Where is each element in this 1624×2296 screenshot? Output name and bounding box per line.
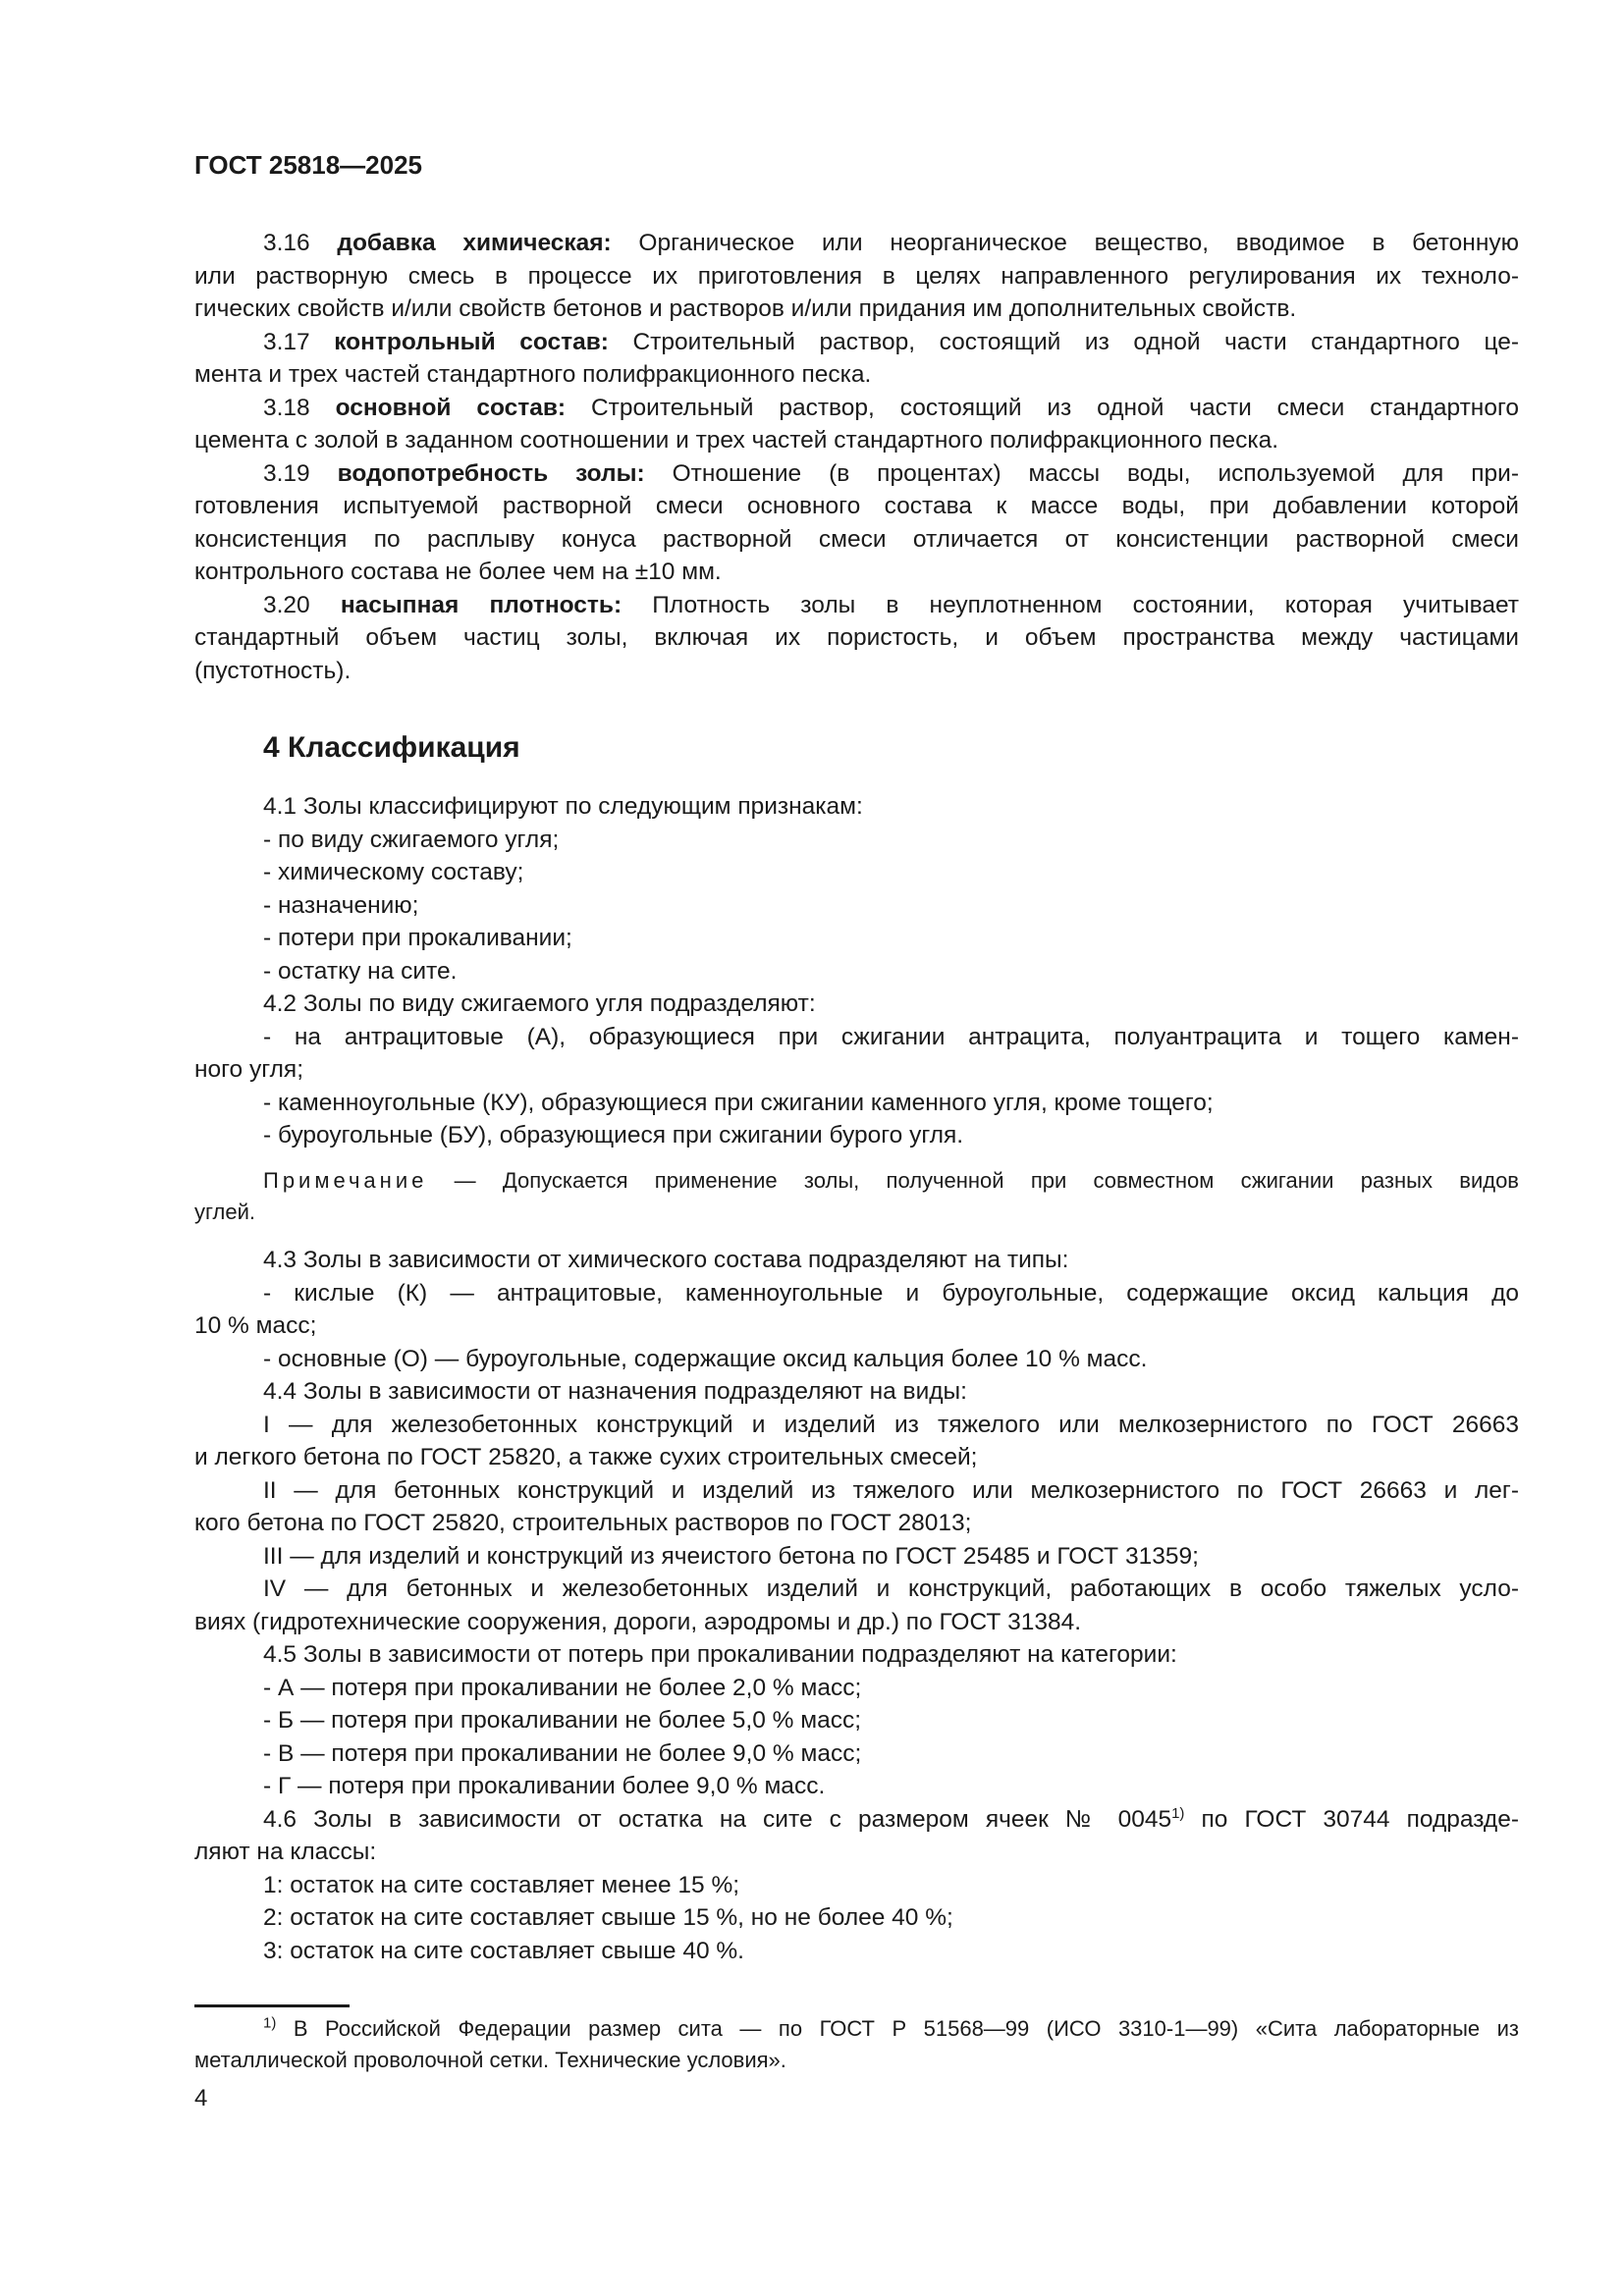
paragraph-line [194,589,1519,622]
paragraph-line [194,326,1519,359]
document-header: ГОСТ 25818—2025 [194,150,422,180]
text: 3.16 [263,230,338,256]
term: насыпная плотность: [340,591,623,618]
paragraph-line: - на антрацитовые (А), образующиеся при сжигании антрацита, полуантрацита и тощего камен- [263,1023,1519,1050]
paragraph-line: - по виду сжигаемого угля; [263,826,560,853]
paragraph-line [194,227,1519,260]
paragraph-line: 4.2 Золы по виду сжигаемого угля подразделяют: [263,990,816,1017]
paragraph-line: или растворную смесь в процессе их приготовления в целях направленного регулирования их техноло- [194,262,1519,290]
section-heading: 4 Классификация [263,731,520,764]
paragraph-line: ного угля; [194,1056,304,1083]
paragraph-line: кого бетона по ГОСТ 25820, строительных растворов по ГОСТ 28013; [194,1510,972,1536]
paragraph-line: 4.1 Золы классифицируют по следующим признакам: [263,793,863,820]
paragraph-line: виях (гидротехнические сооружения, дороги, аэродромы и др.) по ГОСТ 31384. [194,1608,1082,1635]
text: 3.19 [263,459,338,487]
paragraph-line: I — для железобетонных конструкций и изделий из тяжелого или мелкозернистого по ГОСТ 26663 [263,1411,1519,1438]
text: В Российской Федерации размер сита — по ГОСТ Р 51568—99 (ИСО 3310-1—99) «Сита лабораторные из [276,2016,1519,2041]
paragraph-line: - химическому составу; [263,859,524,885]
text: 3.18 [263,394,336,421]
paragraph-line: - назначению; [263,891,419,919]
paragraph-line: - основные (О) — буроугольные, содержащие оксид кальция более 10 % масс. [263,1345,1148,1372]
text: Органическое или неорганическое вещество, вводимое в бетонную [611,230,1519,256]
footnote-ref: 1) [1171,1804,1185,1822]
paragraph-line: - буроугольные (БУ), образующиеся при сжигании бурого угля. [263,1122,964,1148]
paragraph-line: мента и трех частей стандартного полифракционного песка. [194,361,872,388]
paragraph-line: стандартный объем частиц золы, включая их пористость, и объем пространства между частицами [194,624,1519,651]
paragraph-line: 4.3 Золы в зависимости от химического состава подразделяют на типы: [263,1247,1069,1273]
paragraph-line: консистенция по расплыву конуса растворной смеси отличается от консистенции растворной смеси [194,525,1519,553]
definitions-3-16-3-20 [194,227,1519,687]
paragraph-line: 4.5 Золы в зависимости от потерь при прокаливании подразделяют на категории: [263,1641,1177,1668]
text: 3.17 [263,328,335,355]
paragraph-line: 2: остаток на сите составляет свыше 15 %, но не более 40 %; [263,1904,953,1931]
paragraph-line: - Г — потеря при прокаливании более 9,0 % масс. [263,1773,826,1799]
paragraph-line: - А — потеря при прокаливании не более 2,0 % масс; [263,1674,862,1701]
footnote-divider [194,2004,350,2007]
paragraph-line [194,392,1519,425]
paragraph-line: - В — потеря при прокаливании не более 9,0 % масс; [263,1739,862,1767]
classification-4-1-4-2 [194,790,1519,1152]
term: основной состав: [335,394,567,421]
paragraph-line: готовления испытуемой растворной смеси основного состава к массе воды, при добавлении которой [194,493,1519,519]
paragraph-line: - потери при прокаливании; [263,925,572,951]
paragraph-line: IV — для бетонных и железобетонных изделий и конструкций, работающих в особо тяжелых усло- [263,1575,1519,1602]
paragraph-line: 10 % масс; [194,1312,317,1339]
note-label: Примечание [263,1168,428,1193]
text: Строительный раствор, состоящий из одной части стандартного це- [608,328,1520,355]
footnote-ref: 1) [263,2014,277,2032]
text: Строительный раствор, состоящий из одной части смеси стандартного [566,394,1519,421]
paragraph-line: 3: остаток на сите составляет свыше 40 %. [263,1937,744,1964]
paragraph-line [194,1803,1519,1837]
paragraph-line: цемента с золой в заданном соотношении и трех частей стандартного полифракционного песка. [194,427,1279,454]
text: 3.20 [263,591,341,618]
term: добавка химическая: [337,230,612,256]
paragraph-line: - Б — потеря при прокаливании не более 5,0 % масс; [263,1707,862,1734]
paragraph-line: II — для бетонных конструкций и изделий из тяжелого или мелкозернистого по ГОСТ 26663 и лег- [263,1476,1519,1504]
footnote [194,2013,1519,2076]
paragraph-line: и легкого бетона по ГОСТ 25820, а также сухих строительных смесей; [194,1444,978,1470]
paragraph-line: 4.4 Золы в зависимости от назначения подразделяют на виды: [263,1378,967,1405]
page-number: 4 [194,2085,208,2111]
paragraph-line: ляют на классы: [194,1839,377,1865]
paragraph-line: - каменноугольные (КУ), образующиеся при сжигании каменного угля, кроме тощего; [263,1089,1214,1116]
paragraph-line [194,2013,1519,2045]
paragraph-line: 1: остаток на сите составляет менее 15 %; [263,1871,740,1898]
paragraph-line: гических свойств и/или свойств бетонов и растворов и/или придания им дополнительных свойств. [194,295,1297,322]
note [194,1165,1519,1228]
paragraph-line: металлической проволочной сетки. Технические условия». [194,2048,786,2072]
paragraph-line: (пустотность). [194,657,352,684]
paragraph-line: контрольного состава не более чем на ±10 мм. [194,559,722,585]
text: 4.6 Золы в зависимости от остатка на сите с размером ячеек № 0045 [263,1805,1172,1833]
paragraph-line: - остатку на сите. [263,957,458,985]
term: водопотребность золы: [337,459,645,487]
paragraph-line [194,457,1519,491]
text: по ГОСТ 30744 подразде- [1184,1805,1519,1833]
note-line: углей. [194,1200,256,1224]
text: Плотность золы в неуплотненном состоянии, которая учитывает [622,591,1519,618]
paragraph-line: - кислые (К) — антрацитовые, каменноугольные и буроугольные, содержащие оксид кальция до [263,1279,1519,1307]
term: контрольный состав: [334,328,609,355]
text: Отношение (в процентах) массы воды, используемой для при- [644,459,1519,487]
paragraph-line: III — для изделий и конструкций из ячеистого бетона по ГОСТ 25485 и ГОСТ 31359; [263,1542,1199,1570]
classification-4-3-4-6 [194,1244,1519,1967]
note-line: Примечание — Допускается применение золы, полученной при совместном сжигании разных видов [263,1168,1519,1193]
